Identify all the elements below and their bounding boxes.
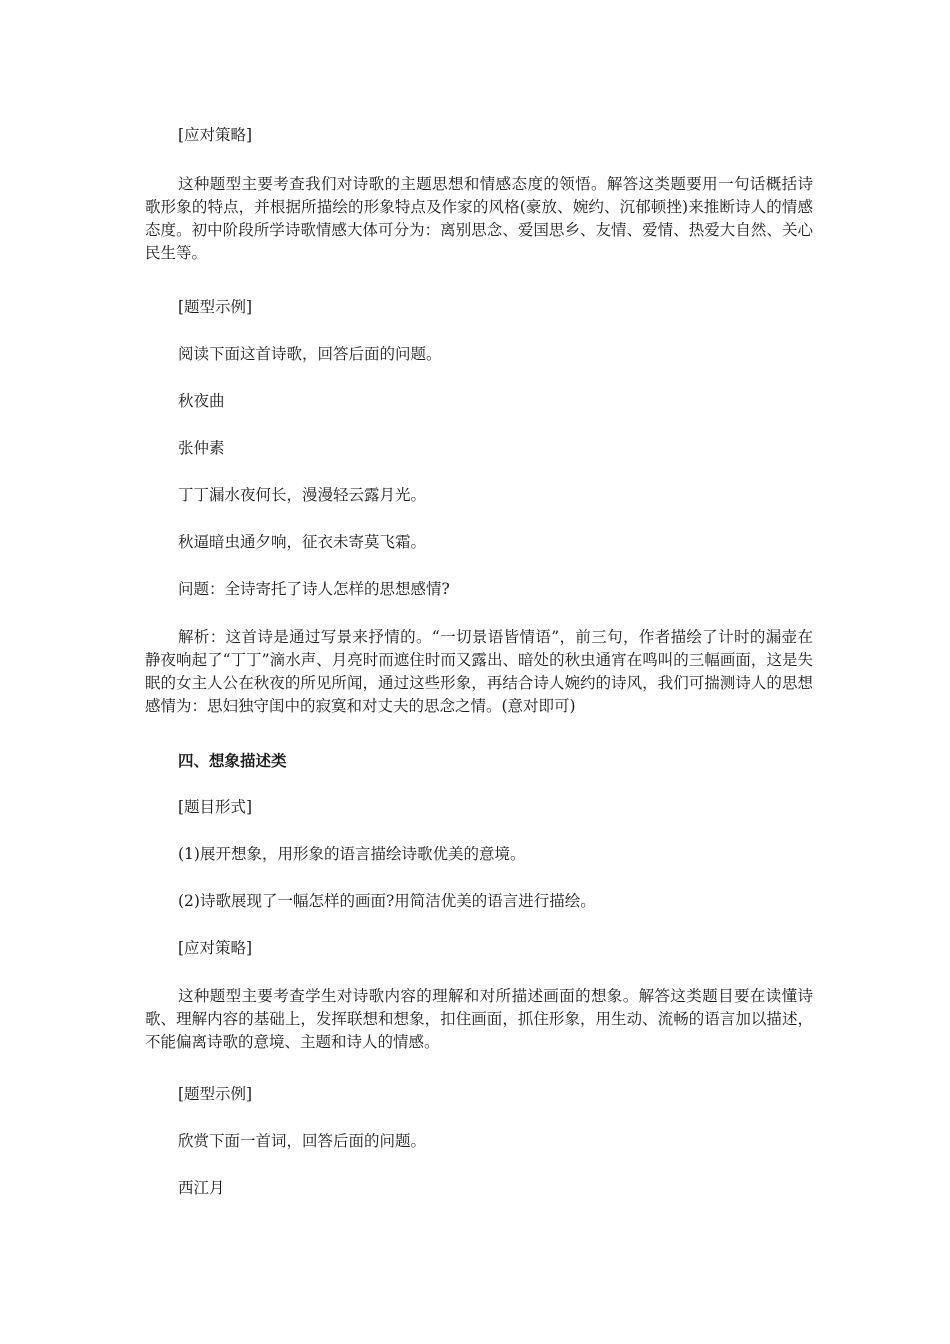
section-heading: 四、想象描述类 <box>178 751 287 770</box>
paragraph-analysis: 解析：这首诗是通过写景来抒情的。“一切景语皆情语”，前三句，作者描绘了计时的漏壶在静夜响起了“丁丁”滴水声、月亮时而遮住时而又露出、暗处的秋虫通宵在鸣叫的三幅画面，这是失眠的女主人公在秋夜的所见所闻，通过这些形象，再结合诗人婉约的诗风，我们可揣测诗人的思想感情为：思妇独守闺中的寂寞和对丈夫的思念之情。(意对即可) <box>145 628 813 715</box>
poem-line: 丁丁漏水夜何长，漫漫轻云露月光。 <box>178 486 427 504</box>
question-text: 问题：全诗寄托了诗人怎样的思想感情? <box>178 580 450 598</box>
section-label-strategy: [应对策略] <box>178 939 253 957</box>
poem-author: 张仲素 <box>178 439 225 457</box>
paragraph-strategy-imagination: 这种题型主要考查学生对诗歌内容的理解和对所描述画面的想象。解答这类题目要在读懂诗歌、理解内容的基础上，发挥联想和想象，扣住画面，抓住形象，用生动、流畅的语言加以描述，不能偏离诗歌的意境、主题和诗人的情感。 <box>145 987 813 1051</box>
poem-line: 秋逼暗虫通夕响，征衣未寄莫飞霜。 <box>178 533 427 551</box>
instruction-text: 阅读下面这首诗歌，回答后面的问题。 <box>178 345 442 363</box>
section-label-strategy: [应对策略] <box>178 126 253 144</box>
section-label-example: [题型示例] <box>178 1085 253 1103</box>
section-label-example: [题型示例] <box>178 298 253 316</box>
paragraph-strategy-theme: 这种题型主要考查我们对诗歌的主题思想和情感态度的领悟。解答这类题要用一句话概括诗歌形象的特点，并根据所描绘的形象特点及作家的风格(豪放、婉约、沉郁顿挫)来推断诗人的情感态度。初中阶段所学诗歌情感大体可分为：离别思念、爱国思乡、友情、爱情、热爱大自然、关心民生等。 <box>145 175 813 262</box>
question-form-item: (1)展开想象，用形象的语言描绘诗歌优美的意境。 <box>178 845 526 863</box>
poem-title: 西江月 <box>178 1179 225 1197</box>
instruction-text: 欣赏下面一首词，回答后面的问题。 <box>178 1132 427 1150</box>
poem-title: 秋夜曲 <box>178 392 225 410</box>
section-label-question-form: [题目形式] <box>178 798 253 816</box>
question-form-item: (2)诗歌展现了一幅怎样的画面?用简洁优美的语言进行描绘。 <box>178 892 596 910</box>
